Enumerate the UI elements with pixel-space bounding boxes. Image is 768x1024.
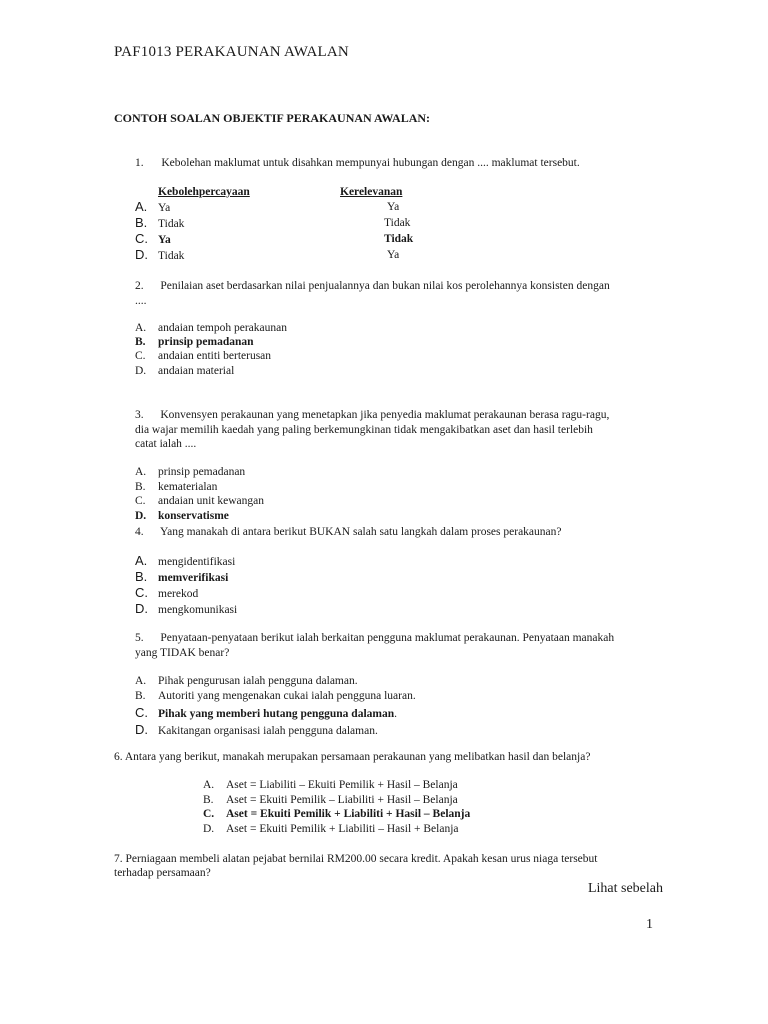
option-row: [135, 322, 287, 334]
option-row: [203, 808, 470, 820]
option-text: Pihak yang memberi hutang pengguna dalaman: [158, 708, 395, 720]
option-letter: A.: [203, 779, 215, 791]
option-row: [135, 336, 254, 348]
question-7: 7. Perniagaan membeli alatan pejabat bernilai RM200.00 secara kredit. Apakah kesan urus niaga tersebut: [114, 853, 598, 865]
question-number: 5.: [135, 632, 144, 644]
option-row: [135, 247, 184, 262]
question-text-continued: dia wajar memilih kaedah yang paling berkemungkinan tidak mengakibatkan aset dan hasil terlebih: [135, 424, 593, 436]
page-title: CONTOH SOALAN OBJEKTIF PERAKAUNAN AWALAN:: [114, 111, 431, 125]
question-text-continued: catat ialah ....: [135, 438, 197, 450]
option-letter: C.: [135, 585, 148, 600]
option-letter: B.: [135, 336, 146, 348]
option-text: prinsip pemadanan: [158, 466, 246, 478]
option-col2: Tidak: [384, 217, 411, 229]
option-row: [135, 722, 378, 737]
option-row: [135, 553, 235, 568]
question-6: 6. Antara yang berikut, manakah merupakan persamaan perakaunan yang melibatkan hasil dan belanja?: [114, 751, 591, 763]
option-text: mengidentifikasi: [158, 556, 236, 568]
question-text-continued: terhadap persamaan?: [114, 867, 211, 879]
option-text: konservatisme: [158, 510, 229, 522]
option-text: andaian unit kewangan: [158, 495, 265, 507]
option-col2: Tidak: [384, 233, 414, 245]
question-text-continued: ....: [135, 295, 147, 307]
option-letter: B.: [135, 215, 148, 230]
question-number: 4.: [135, 526, 144, 538]
question-1: [135, 156, 580, 170]
option-row: [135, 675, 358, 687]
option-letter: C.: [135, 705, 148, 720]
option-row: [135, 495, 264, 507]
option-letter: D.: [135, 601, 148, 616]
option-text: kematerialan: [158, 481, 218, 493]
option-letter: A.: [135, 199, 148, 214]
document-header: PAF1013 PERAKAUNAN AWALAN: [114, 44, 349, 60]
option-letter: B.: [135, 481, 146, 493]
option-letter: A.: [135, 466, 147, 478]
option-text: Aset = Liabiliti – Ekuiti Pemilik + Hasil – Belanja: [226, 779, 458, 791]
option-letter: A.: [135, 553, 148, 568]
option-row: [135, 569, 228, 584]
option-period: .: [394, 708, 397, 720]
question-number: 1.: [135, 157, 144, 169]
column-header-kebolehpercayaan: Kebolehpercayaan: [158, 186, 250, 198]
option-row: [203, 779, 458, 791]
question-5: [135, 631, 614, 645]
option-text: andaian material: [158, 365, 235, 377]
option-letter: B.: [203, 794, 214, 806]
option-row: [135, 365, 234, 377]
option-text: andaian tempoh perakaunan: [158, 322, 287, 334]
question-number: 2.: [135, 280, 144, 292]
question-number: 3.: [135, 409, 144, 421]
question-text: Penilaian aset berdasarkan nilai penjualannya dan bukan nilai kos perolehannya konsisten dengan: [160, 280, 610, 292]
option-row: [203, 794, 458, 806]
option-text: merekod: [158, 588, 199, 600]
option-letter: A.: [135, 675, 147, 687]
option-text: Kakitangan organisasi ialah pengguna dalaman.: [158, 725, 378, 737]
option-row: [135, 481, 217, 493]
option-row: [135, 690, 416, 702]
option-text: prinsip pemadanan: [158, 336, 254, 348]
option-row: [135, 199, 170, 214]
option-text: Aset = Ekuiti Pemilik + Liabiliti + Hasil – Belanja: [226, 808, 471, 820]
option-text: Autoriti yang mengenakan cukai ialah pengguna luaran.: [158, 690, 416, 702]
option-letter: D.: [203, 823, 215, 835]
option-letter: D.: [135, 510, 147, 522]
option-letter: C.: [135, 231, 148, 246]
option-letter: C.: [135, 350, 146, 362]
footer-note: Lihat sebelah: [587, 881, 663, 896]
option-letter: D.: [135, 365, 147, 377]
option-col2: Ya: [387, 249, 400, 261]
option-letter: D.: [135, 722, 148, 737]
option-col1: Tidak: [158, 218, 185, 230]
page-number: 1: [646, 917, 653, 932]
option-text: mengkomunikasi: [158, 604, 238, 616]
question-3: [135, 408, 609, 422]
question-text: Yang manakah di antara berikut BUKAN salah satu langkah dalam proses perakaunan?: [159, 526, 562, 538]
column-header-kerelevanan: Kerelevanan: [340, 186, 403, 198]
option-letter: C.: [135, 495, 146, 507]
option-row: [135, 705, 397, 720]
option-text: memverifikasi: [158, 572, 229, 584]
option-text: Aset = Ekuiti Pemilik + Liabiliti – Hasil + Belanja: [226, 823, 459, 835]
question-text-continued: yang TIDAK benar?: [135, 647, 230, 659]
option-letter: C.: [203, 808, 215, 820]
option-row: [135, 510, 229, 522]
option-letter: D.: [135, 247, 148, 262]
option-row: [135, 350, 271, 362]
question-text: Penyataan-penyataan berikut ialah berkaitan pengguna maklumat perakaunan. Penyataan manakah: [160, 632, 615, 644]
option-col1: Ya: [158, 202, 171, 214]
option-col2: Ya: [387, 201, 400, 213]
question-4: [135, 525, 561, 539]
option-text: Aset = Ekuiti Pemilik – Liabiliti + Hasil – Belanja: [226, 794, 458, 806]
option-row: [135, 215, 184, 230]
option-row: [203, 823, 459, 835]
option-text: andaian entiti berterusan: [158, 350, 272, 362]
option-row: [135, 231, 171, 246]
option-row: [135, 466, 245, 478]
option-letter: A.: [135, 322, 147, 334]
option-letter: B.: [135, 690, 146, 702]
option-row: [135, 585, 198, 600]
question-2: [135, 279, 610, 293]
option-letter: B.: [135, 569, 148, 584]
option-col1: Ya: [158, 234, 171, 246]
question-text: Kebolehan maklumat untuk disahkan mempunyai hubungan dengan .... maklumat tersebut.: [161, 157, 580, 169]
option-text: Pihak pengurusan ialah pengguna dalaman.: [158, 675, 358, 687]
option-col1: Tidak: [158, 250, 185, 262]
option-row: [135, 601, 237, 616]
question-text: Konvensyen perakaunan yang menetapkan jika penyedia maklumat perakaunan berasa ragu-ragu,: [160, 409, 610, 421]
